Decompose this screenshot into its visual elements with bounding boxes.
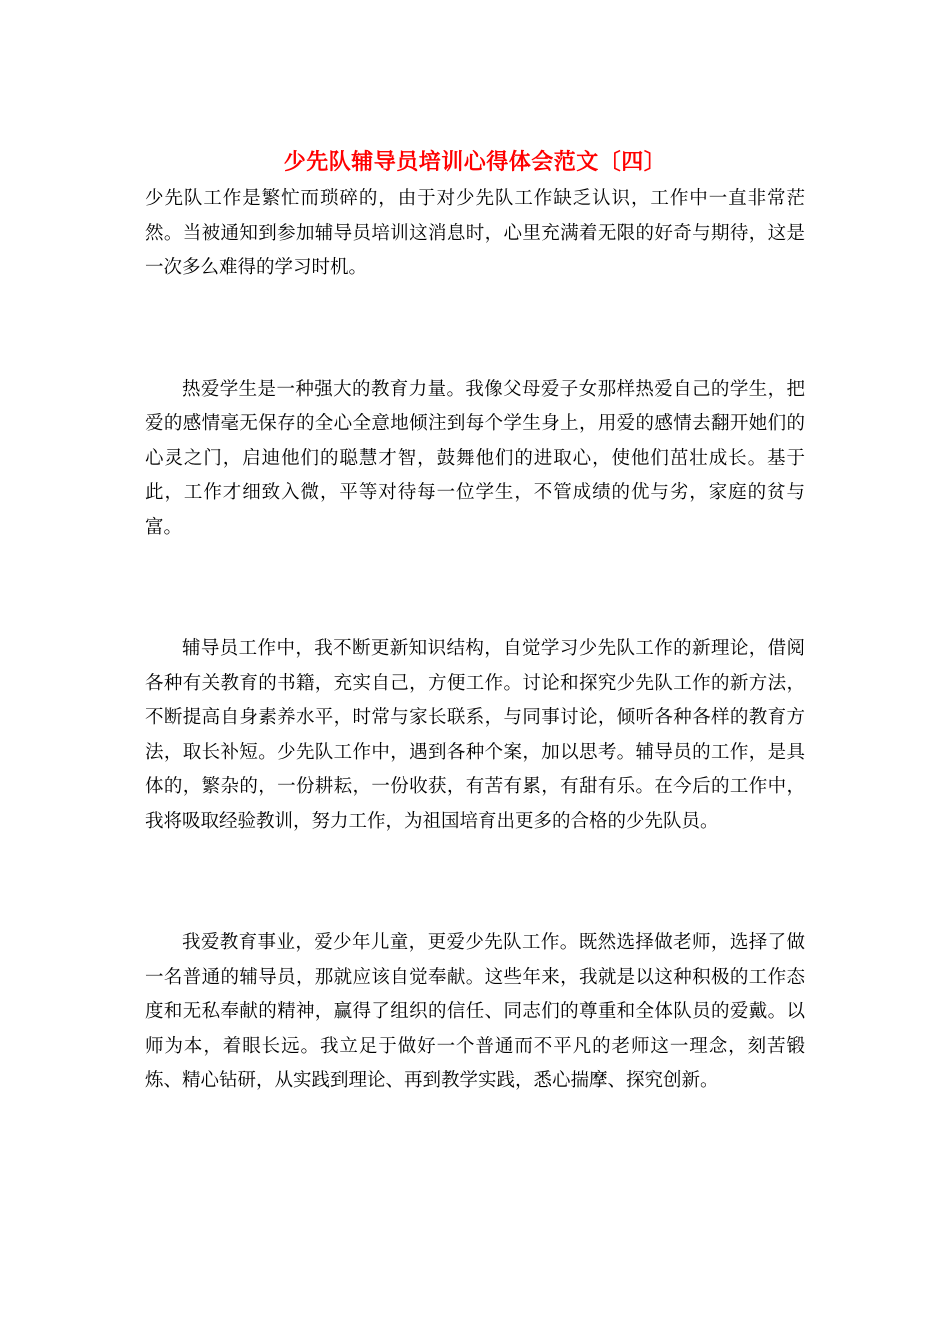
document-title: 少先队辅导员培训心得体会范文〔四〕	[283, 150, 667, 175]
paragraph-2: 热爱学生是一种强大的教育力量。我像父母爱子女那样热爱自己的学生，把爱的感情毫无保存的全心全意地倾注到每个学生身上，用爱的感情去翻开她们的心灵之门，启迪他们的聪慧才智，鼓舞他们的进取心，使他们茁壮成长。基于此，工作才细致入微，平等对待每一位学生，不管成绩的优与劣，家庭的贫与富。	[145, 378, 805, 538]
paragraph-1: 少先队工作是繁忙而琐碎的，由于对少先队工作缺乏认识，工作中一直非常茫然。当被通知到参加辅导员培训这消息时，心里充满着无限的好奇与期待，这是一次多么难得的学习时机。	[145, 188, 805, 278]
paragraph-3: 辅导员工作中，我不断更新知识结构，自觉学习少先队工作的新理论，借阅各种有关教育的书籍，充实自己，方便工作。讨论和探究少先队工作的新方法，不断提高自身素养水平，时常与家长联系，与同事讨论，倾听各种各样的教育方法，取长补短。少先队工作中，遇到各种个案，加以思考。辅导员的工作，是具体的，繁杂的，一份耕耘，一份收获，有苦有累，有甜有乐。在今后的工作中，我将吸取经验教训，努力工作，为祖国培育出更多的合格的少先队员。	[145, 638, 805, 832]
paragraph-4: 我爱教育事业，爱少年儿童，更爱少先队工作。既然选择做老师，选择了做一名普通的辅导员，那就应该自觉奉献。这些年来，我就是以这种积极的工作态度和无私奉献的精神，赢得了组织的信任、同志们的尊重和全体队员的爱戴。以师为本，着眼长远。我立足于做好一个普通而不平凡的老师这一理念，刻苦锻炼、精心钻研，从实践到理论、再到教学实践，悉心揣摩、探究创新。	[145, 932, 805, 1091]
document-page	[145, 148, 805, 1099]
